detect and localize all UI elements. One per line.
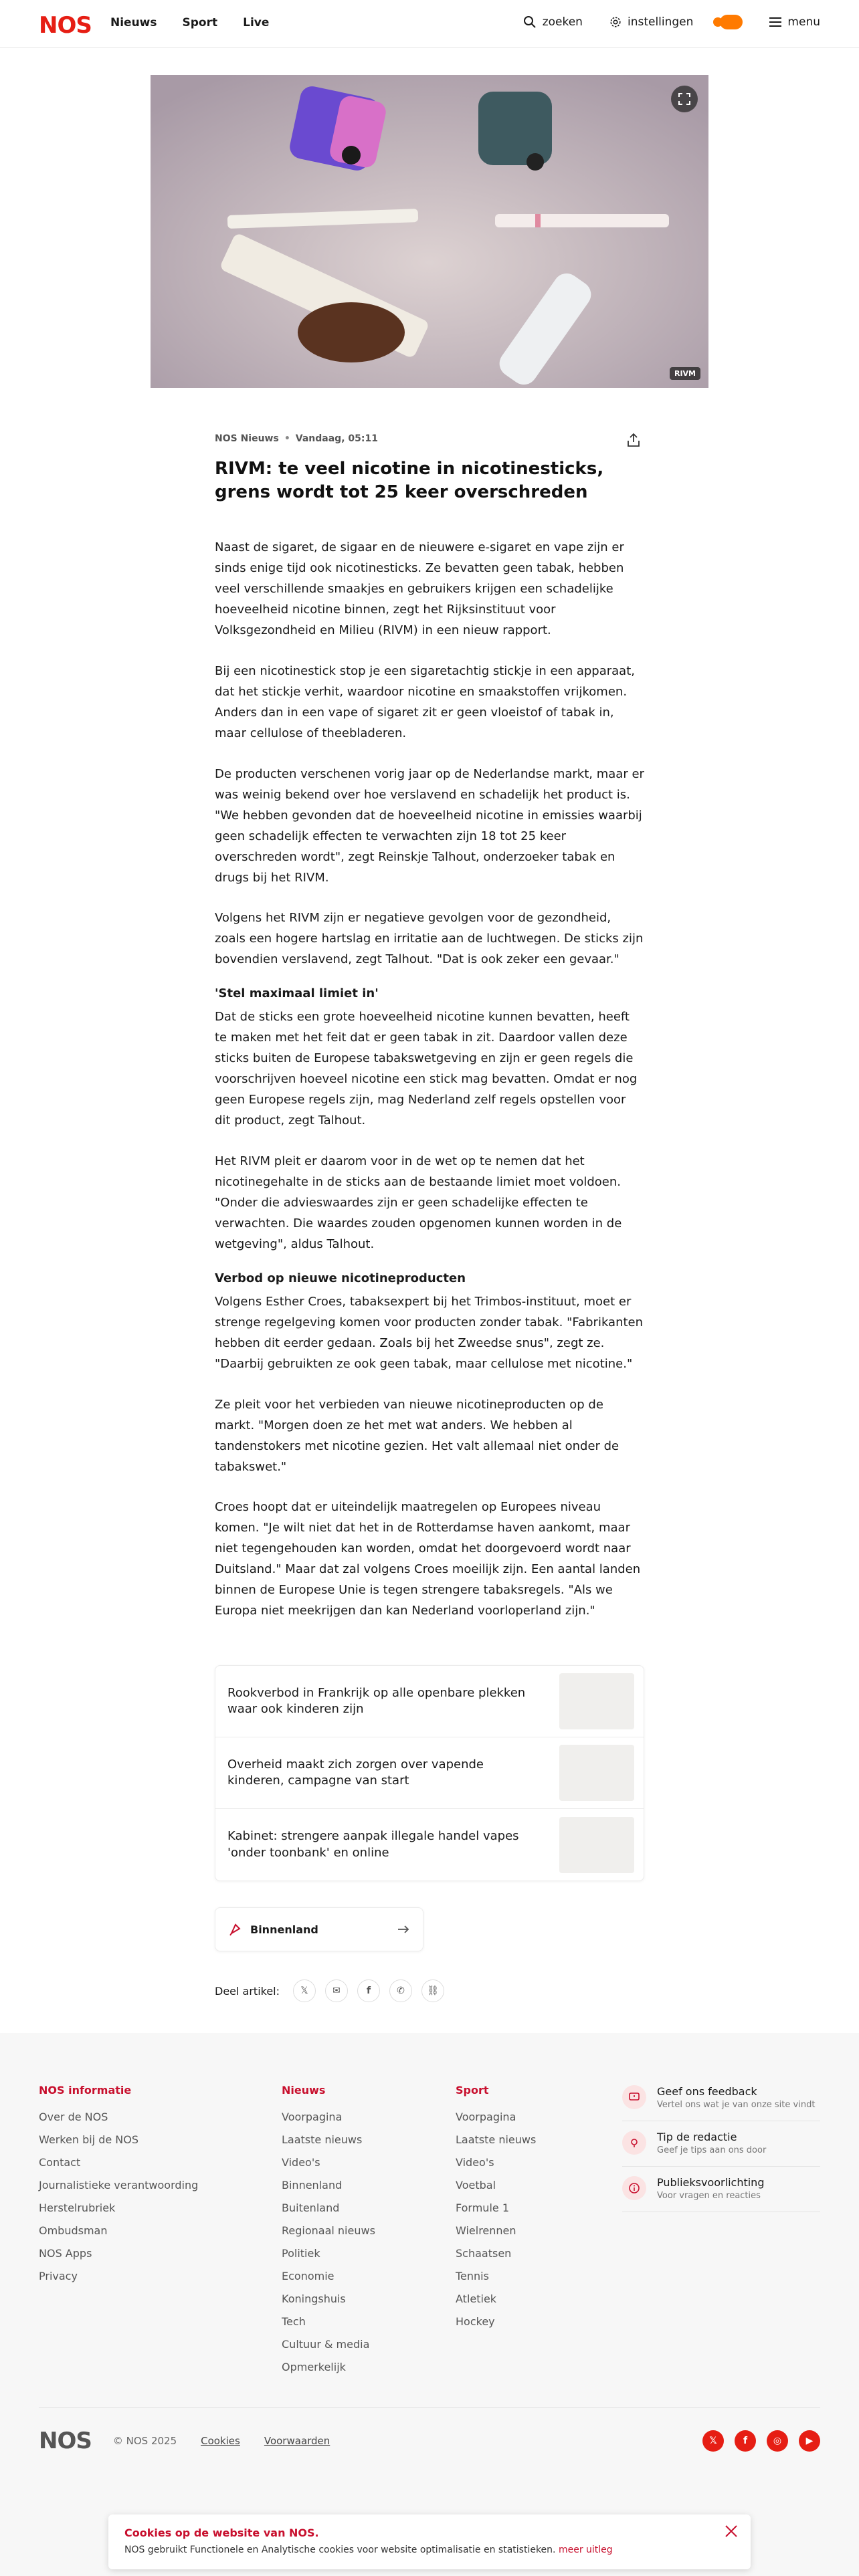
copyright: © NOS 2025 — [112, 2435, 177, 2447]
menu-button[interactable] — [769, 15, 820, 29]
hero-illustration — [151, 75, 708, 388]
hamburger-icon — [769, 17, 781, 27]
footer-link[interactable]: Atletiek — [456, 2292, 497, 2305]
related-article-link[interactable] — [215, 1666, 644, 1737]
related-thumbnail — [559, 1745, 634, 1801]
footer-link[interactable]: Binnenland — [282, 2179, 343, 2191]
footer-logo[interactable]: NOS — [39, 2428, 92, 2454]
site-footer — [0, 2033, 859, 2576]
category-link[interactable] — [215, 1907, 423, 1951]
footer-link[interactable]: Video's — [282, 2156, 320, 2169]
copy-link-button[interactable] — [421, 1979, 444, 2002]
footer-heading: Nieuws — [282, 2084, 326, 2097]
footer-col-nieuws — [282, 2084, 375, 2379]
footer-link[interactable]: Economie — [282, 2270, 335, 2282]
share-icon — [626, 432, 642, 448]
feedback-link[interactable] — [622, 2076, 820, 2121]
npo-logo[interactable] — [720, 15, 743, 29]
related-article-link[interactable] — [215, 1737, 644, 1809]
tip-link[interactable] — [622, 2121, 820, 2167]
tip-title: Tip de redactie — [657, 2130, 737, 2143]
footer-link[interactable]: Regionaal nieuws — [282, 2224, 375, 2237]
gear-icon — [609, 16, 622, 28]
info-icon — [622, 2176, 646, 2200]
footer-link[interactable]: Voetbal — [456, 2179, 496, 2191]
section-heading: 'Stel maximaal limiet in' — [215, 986, 379, 1001]
paragraph: Volgens Esther Croes, tabaksexpert bij het Trimbos-instituut, moet er strenge regelgeving komen voor producten zonder tabak. "Fabrikanten hebben dit eerder gedaan. Zoals bij het Zweedse snus", zegt ze. "Daarbij gebruikten ze ook geen tabak, maar cellulose met nicotine." — [215, 1294, 644, 1371]
main-nav — [110, 16, 269, 29]
cookie-text-wrap — [124, 2545, 735, 2555]
footer-link[interactable]: Tennis — [456, 2270, 489, 2282]
cookie-title: Cookies op de website van NOS. — [124, 2527, 319, 2539]
share-button[interactable] — [626, 432, 644, 451]
related-articles — [215, 1665, 644, 1881]
paragraph: Ze pleit voor het verbieden van nieuwe nicotineproducten op de markt. "Morgen doen ze het met wat anders. We hebben al tandenstokers met nicotine gezien. Het valt allemaal niet onder de tabakswet." — [215, 1397, 619, 1474]
footer-link[interactable]: Contact — [39, 2156, 81, 2169]
footer-link[interactable]: Werken bij de NOS — [39, 2133, 139, 2146]
article-source: NOS Nieuws — [215, 433, 279, 444]
hero-image — [151, 75, 708, 388]
footer-heading: Sport — [456, 2084, 489, 2097]
search-icon — [523, 15, 537, 29]
footer-link[interactable]: Buitenland — [282, 2202, 340, 2214]
share-row — [215, 1979, 444, 2002]
feedback-sub: Vertel ons wat je van onze site vindt — [657, 2100, 816, 2110]
facebook-icon: f — [366, 1985, 371, 1996]
footer-link[interactable]: Laatste nieuws — [456, 2133, 537, 2146]
share-x-button[interactable] — [293, 1979, 316, 2002]
settings-label: instellingen — [627, 15, 694, 29]
settings-button[interactable] — [609, 15, 693, 29]
image-credit: RIVM — [670, 367, 700, 380]
share-label: Deel artikel: — [215, 1984, 280, 1998]
share-email-button[interactable] — [325, 1979, 348, 2002]
cookie-more-link[interactable]: meer uitleg — [558, 2545, 613, 2555]
arrow-right-icon — [397, 1925, 409, 1934]
terms-link[interactable]: Voorwaarden — [264, 2435, 330, 2447]
paragraph: Volgens het RIVM zijn er negatieve gevolgen voor de gezondheid, zoals een hogere hartslag en irritatie aan de luchtwegen. De sticks zijn bovendien verslavend, zegt Talhout. "Dat is ook zeker een gevaar." — [215, 911, 644, 967]
info-sub: Voor vragen en reacties — [657, 2190, 761, 2201]
footer-link[interactable]: Schaatsen — [456, 2247, 512, 2260]
footer-link[interactable]: Voorpagina — [282, 2111, 343, 2123]
paragraph: Het RIVM pleit er daarom voor in de wet op te nemen dat het nicotinegehalte in de sticks aan de bestaande limiet moet voldoen. "Onder die advieswaardes zijn er geen schadelijke effecten te verwachten. Die waardes zouden opgenomen kunnen worden in de wetgeving", aldus Talhout. — [215, 1154, 622, 1251]
article-body — [215, 538, 644, 1622]
nav-live[interactable]: Live — [243, 16, 270, 29]
category-icon — [229, 1923, 242, 1936]
expand-icon — [678, 93, 690, 105]
cookie-text: NOS gebruikt Functionele en Analytische cookies voor website optimalisatie en statistieken. — [124, 2545, 556, 2555]
footer-link[interactable]: Privacy — [39, 2270, 78, 2282]
footer-link[interactable]: Tech — [282, 2315, 306, 2328]
footer-col-info — [39, 2084, 198, 2288]
article-title: RIVM: te veel nicotine in nicotinesticks, grens wordt tot 25 keer overschreden — [215, 459, 604, 503]
cookies-link[interactable]: Cookies — [201, 2435, 240, 2447]
feedback-title: Geef ons feedback — [657, 2085, 757, 2098]
footer-link[interactable]: Voorpagina — [456, 2111, 516, 2123]
footer-bottom — [39, 2428, 820, 2454]
footer-link[interactable]: Ombudsman — [39, 2224, 108, 2237]
x-icon: 𝕏 — [300, 1985, 308, 1996]
whatsapp-icon: ✆ — [397, 1985, 405, 1996]
cookie-close-button[interactable] — [724, 2524, 740, 2540]
cookie-banner — [108, 2514, 751, 2569]
nav-nieuws[interactable]: Nieuws — [110, 16, 157, 29]
section-heading: Verbod op nieuwe nicotineproducten — [215, 1271, 466, 1285]
footer-link[interactable]: Video's — [456, 2156, 494, 2169]
footer-link[interactable]: NOS Apps — [39, 2247, 92, 2260]
paragraph: De producten verschenen vorig jaar op de Nederlandse markt, maar er was weinig bekend over hoe verslavend en schadelijk het product is. "We hebben gevonden dat de hoeveelheid nicotine in emissies waarbij geen schadelijk effecten te verwachten zijn 18 tot 25 keer overschreden wordt", zegt Reinskje Talhout, onderzoeker tabak en drugs bij het RIVM. — [215, 766, 644, 885]
search-label: zoeken — [542, 15, 583, 29]
link-icon: ⛓ — [427, 1985, 439, 1996]
paragraph: Naast de sigaret, de sigaar en de nieuwere e-sigaret en vape zijn er sinds enige tijd ook nicotinesticks. Ze bevatten geen tabak, hebben veel verschillende smaakjes en gebruikers krijgen een schadelijke hoeveelheid nicotine binnen, zegt het Rijksinstituut voor Volksgezondheid en Milieu (RIVM) in een nieuw rapport. — [215, 540, 624, 637]
mail-icon: ✉ — [332, 1985, 341, 1996]
category-label: Binnenland — [250, 1923, 318, 1936]
info-title: Publieksvoorlichting — [657, 2175, 765, 2189]
instagram-icon[interactable]: ◎ — [767, 2430, 788, 2452]
social-links — [702, 2430, 820, 2452]
related-thumbnail — [559, 1817, 634, 1873]
footer-link[interactable]: Politiek — [282, 2247, 320, 2260]
paragraph: Dat de sticks een grote hoeveelheid nicotine kunnen bevatten, heeft te maken met het feit dat er geen tabak in zit. Daardoor vallen deze sticks buiten de Europese tabakswetgeving en zijn er geen regels die voorschrijven hoeveel nicotine een stick mag bevatten. Omdat er nog geen Europese regels zijn, mag Nederland zelf regels opstellen voor dit product, zegt Talhout. — [215, 1010, 638, 1128]
footer-feedback — [622, 2076, 820, 2212]
tip-sub: Geef je tips aan ons door — [657, 2145, 767, 2155]
footer-link[interactable]: Formule 1 — [456, 2202, 509, 2214]
footer-link[interactable]: Journalistieke verantwoording — [39, 2179, 199, 2191]
article-time: Vandaag, 05:11 — [295, 433, 378, 444]
nav-sport[interactable]: Sport — [182, 16, 218, 29]
footer-link[interactable]: Herstelrubriek — [39, 2202, 116, 2214]
related-title: Overheid maakt zich zorgen over vapende kinderen, campagne van start — [227, 1757, 484, 1788]
article — [215, 433, 644, 1642]
lightbulb-icon — [622, 2131, 646, 2155]
footer-link[interactable]: Laatste nieuws — [282, 2133, 363, 2146]
site-header — [0, 0, 859, 48]
meta-separator: • — [284, 433, 290, 444]
chat-icon — [622, 2085, 646, 2109]
share-facebook-button[interactable] — [357, 1979, 380, 2002]
paragraph: Bij een nicotinestick stop je een sigaretachtig stickje in een apparaat, dat het stickje verhit, waardoor nicotine en smaakstoffen vrijkomen. Anders dan in een vape of sigaret zit er geen vloeistof of tabak in, maar cellulose of theebladeren. — [215, 663, 635, 740]
youtube-icon[interactable]: ▶ — [799, 2430, 820, 2452]
footer-link[interactable]: Cultuur & media — [282, 2338, 370, 2351]
footer-col-sport — [456, 2084, 536, 2333]
nos-logo[interactable]: NOS — [39, 12, 92, 39]
info-link[interactable] — [622, 2167, 820, 2212]
article-meta — [215, 433, 644, 444]
footer-link[interactable]: Over de NOS — [39, 2111, 108, 2123]
menu-label: menu — [787, 15, 820, 29]
close-icon — [724, 2524, 739, 2539]
footer-link[interactable]: Opmerkelijk — [282, 2361, 346, 2373]
facebook-icon[interactable]: f — [735, 2430, 756, 2452]
x-icon[interactable]: 𝕏 — [702, 2430, 724, 2452]
related-title: Rookverbod in Frankrijk op alle openbare plekken waar ook kinderen zijn — [227, 1685, 526, 1716]
fullscreen-button[interactable] — [671, 86, 698, 112]
footer-heading: NOS informatie — [39, 2084, 132, 2097]
header-actions — [523, 15, 820, 29]
related-thumbnail — [559, 1673, 634, 1729]
footer-divider — [39, 2407, 820, 2408]
search-button[interactable] — [523, 15, 583, 29]
related-article-link[interactable] — [215, 1809, 644, 1881]
share-whatsapp-button[interactable] — [389, 1979, 412, 2002]
footer-link[interactable]: Koningshuis — [282, 2292, 346, 2305]
footer-link[interactable]: Wielrennen — [456, 2224, 516, 2237]
footer-link[interactable]: Hockey — [456, 2315, 495, 2328]
related-title: Kabinet: strengere aanpak illegale handel vapes 'onder toonbank' en online — [227, 1829, 519, 1860]
paragraph: Croes hoopt dat er uiteindelijk maatregelen op Europees niveau komen. "Je wilt niet dat het in de Rotterdamse haven aankomt, maar niet tegengehouden kan worden, omdat het doorgevoerd wordt naar Duitsland." Maar dat zal volgens Croes moeilijk zijn. Een aantal landen binnen de Europese Unie is tegen strengere tabaksregels. "Als we Europa niet meekrijgen dan kan Nederland voorloperland zijn." — [215, 1500, 641, 1618]
